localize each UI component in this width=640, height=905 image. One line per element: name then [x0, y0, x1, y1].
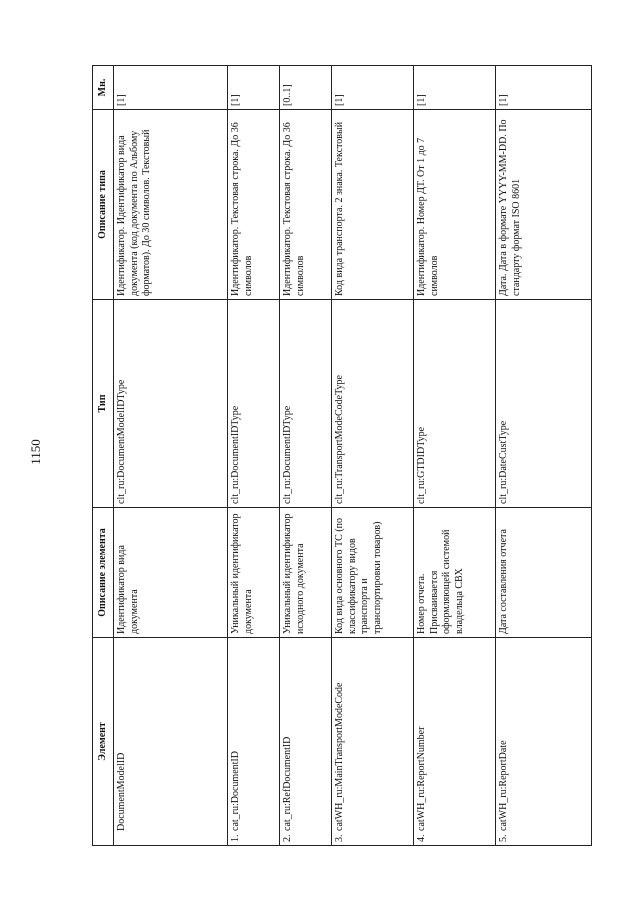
- cell-mn: [1]: [496, 66, 592, 110]
- cell-element-desc: Идентификатор вида документа: [114, 508, 228, 638]
- cell-element: [332, 638, 414, 846]
- rotated-table-container: [92, 66, 592, 846]
- table-row: [114, 66, 228, 846]
- cell-type: clt_ru:DocumentIDType: [228, 300, 280, 508]
- cell-type-desc: Идентификатор. Текстовая строка. До 36 символов: [228, 110, 280, 300]
- header-element-desc: Описание элемента: [93, 508, 114, 638]
- row-number: 3.: [334, 834, 345, 842]
- table-row: [228, 66, 280, 846]
- element-name: DocumentModelID: [116, 752, 127, 831]
- cell-mn: [0..1]: [280, 66, 332, 110]
- cell-element-desc: Код вида основного ТС (по классификатору видов транспорта и транспортировки товаров): [332, 508, 414, 638]
- header-mn: Мн.: [93, 66, 114, 110]
- table-row: [332, 66, 414, 846]
- cell-type: clt_ru:DateCustType: [496, 300, 592, 508]
- header-element: Элемент: [93, 638, 114, 846]
- cell-type-desc: Идентификатор. Текстовая строка. До 36 символов: [280, 110, 332, 300]
- table-header-row: [93, 66, 114, 846]
- page-number: 1150: [28, 439, 43, 465]
- element-name: catWH_ru:MainTransportModeCode: [334, 682, 345, 831]
- cell-type-desc: Дата. Дата в формате YYYY-MM-DD. По стандарту формат ISO 8601: [496, 110, 592, 300]
- row-number: 4.: [416, 834, 427, 842]
- cell-type: clt_ru:GTDIDType: [414, 300, 496, 508]
- row-number: 5.: [498, 834, 509, 842]
- cell-element-desc: Уникальный идентификатор документа: [228, 508, 280, 638]
- row-number: 2.: [282, 834, 293, 842]
- schema-table: [92, 65, 592, 846]
- element-name: cat_ru:RefDocumentID: [282, 736, 293, 831]
- element-name: catWH_ru:ReportDate: [498, 740, 509, 831]
- cell-mn: [1]: [114, 66, 228, 110]
- cell-element-desc: Номер отчета. Присваивается оформляющей системой владельца СВХ: [414, 508, 496, 638]
- cell-element-desc: Дата составления отчета: [496, 508, 592, 638]
- row-number: 1.: [230, 834, 241, 842]
- cell-type: clt_ru:DocumentModelIDType: [114, 300, 228, 508]
- cell-element: [280, 638, 332, 846]
- cell-type-desc: Код вида транспорта. 2 знака. Текстовый: [332, 110, 414, 300]
- cell-type-desc: Идентификатор. Идентификатор вида документа (код документа по Альбому форматов). До 30 символов. Текстовый: [114, 110, 228, 300]
- header-type: Тип: [93, 300, 114, 508]
- cell-element: [496, 638, 592, 846]
- table-row: [280, 66, 332, 846]
- cell-element: [114, 638, 228, 846]
- cell-mn: [1]: [228, 66, 280, 110]
- cell-element: [414, 638, 496, 846]
- cell-type-desc: Идентификатор. Номер ДТ. От 1 до 7 символов: [414, 110, 496, 300]
- table-row: [496, 66, 592, 846]
- cell-element-desc: Уникальный идентификатор исходного документа: [280, 508, 332, 638]
- header-type-desc: Описание типа: [93, 110, 114, 300]
- element-name: cat_ru:DocumentID: [230, 751, 241, 831]
- cell-type: clt_ru:TransportModeCodeType: [332, 300, 414, 508]
- cell-mn: [1]: [414, 66, 496, 110]
- cell-mn: [1]: [332, 66, 414, 110]
- table-row: [414, 66, 496, 846]
- element-name: catWH_ru:ReportNumber: [416, 726, 427, 831]
- cell-element: [228, 638, 280, 846]
- cell-type: clt_ru:DocumentIDType: [280, 300, 332, 508]
